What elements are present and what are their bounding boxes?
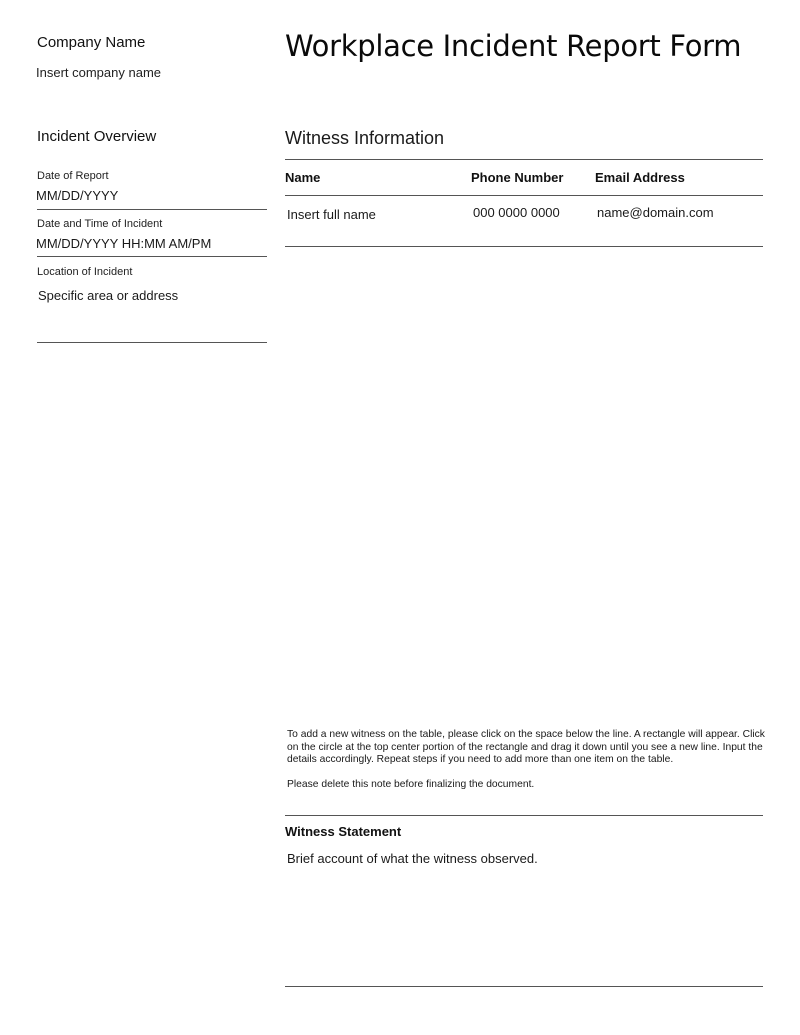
date-of-report-field[interactable]: MM/DD/YYYY [36, 188, 119, 203]
note-delete-reminder: Please delete this note before finalizing the document. [287, 779, 535, 791]
divider [285, 986, 763, 987]
location-of-incident-label: Location of Incident [37, 266, 133, 278]
divider [285, 815, 763, 816]
divider [37, 256, 267, 257]
witness-email-cell[interactable]: name@domain.com [597, 205, 714, 220]
table-top-rule [285, 159, 763, 160]
date-time-of-incident-label: Date and Time of Incident [37, 218, 163, 230]
table-header-rule [285, 195, 763, 196]
column-header-name: Name [285, 170, 321, 185]
witness-statement-heading: Witness Statement [285, 824, 402, 839]
column-header-email: Email Address [595, 170, 685, 185]
divider [37, 209, 267, 210]
location-of-incident-field[interactable]: Specific area or address [38, 288, 179, 303]
incident-overview-heading: Incident Overview [37, 128, 157, 145]
company-name-field[interactable]: Insert company name [36, 65, 162, 80]
column-header-phone: Phone Number [471, 170, 564, 185]
document-title: Workplace Incident Report Form [285, 29, 742, 63]
date-time-of-incident-field[interactable]: MM/DD/YYYY HH:MM AM/PM [36, 236, 212, 251]
witness-statement-field[interactable]: Brief account of what the witness observed. [287, 851, 538, 866]
date-of-report-label: Date of Report [37, 170, 109, 182]
instruction-note [287, 729, 767, 792]
divider [37, 342, 267, 343]
witness-phone-cell[interactable]: 000 0000 0000 [473, 205, 560, 220]
witness-information-heading: Witness Information [285, 128, 445, 148]
note-instructions: To add a new witness on the table, please click on the space below the line. A rectangle will appear. Click on the circle at the top center portion of the rectangle and drag it down until you see a new line. Input the details accordingly. Repeat steps if you need to add more than one item on the table. [287, 729, 765, 766]
witness-name-cell[interactable]: Insert full name [287, 207, 376, 222]
table-bottom-rule [285, 246, 763, 247]
company-name-label: Company Name [37, 34, 146, 51]
